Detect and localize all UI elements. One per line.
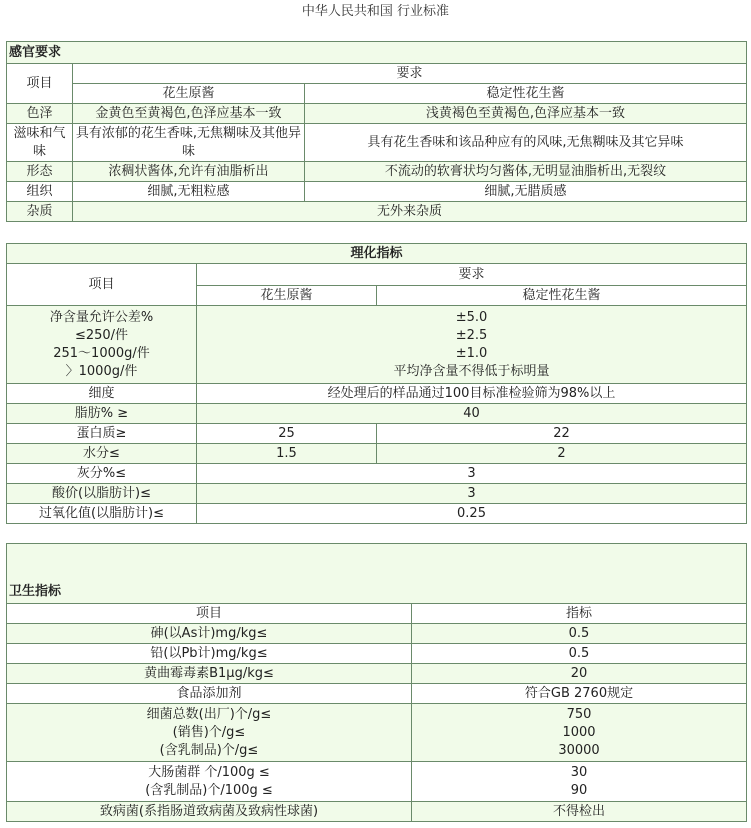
table-row [7, 704, 747, 762]
table-row [7, 684, 747, 704]
table-row [7, 124, 747, 162]
row-value-merged: 经处理后的样品通过100目标准检验筛为98%以上 [197, 384, 747, 404]
row-value-a: 金黄色至黄褐色,色泽应基本一致 [73, 104, 305, 124]
table-row [7, 762, 747, 802]
coliform-value: 90 [570, 782, 588, 798]
net-value: ±5.0 [455, 309, 488, 325]
net-content-items [7, 306, 197, 384]
row-item: 黄曲霉毒素B1μg/kg≤ [7, 664, 412, 684]
row-value-a: 1.5 [197, 444, 377, 464]
row-item: 杂质 [7, 202, 73, 222]
row-value-merged: 3 [197, 484, 747, 504]
sensory-table [6, 41, 747, 222]
table-row [7, 464, 747, 484]
net-item: ≤250/件 [74, 327, 129, 343]
bacteria-item: 细菌总数(出厂)个/g≤ [146, 706, 272, 722]
row-item: 砷(以As计)mg/kg≤ [7, 624, 412, 644]
row-value-b: 浅黄褐色至黄褐色,色泽应基本一致 [305, 104, 747, 124]
sensory-col-a: 花生原酱 [73, 84, 305, 104]
row-value: 符合GB 2760规定 [412, 684, 747, 704]
row-value-b: 2 [377, 444, 747, 464]
table-row [7, 664, 747, 684]
sensory-req-header: 要求 [73, 64, 747, 84]
row-item: 脂肪% ≥ [7, 404, 197, 424]
row-item: 组织 [7, 182, 73, 202]
coliform-items [7, 762, 412, 802]
row-item: 蛋白质≥ [7, 424, 197, 444]
table-row [7, 644, 747, 664]
table-row [7, 162, 747, 182]
sensory-item-header: 项目 [7, 64, 73, 104]
table-row [7, 202, 747, 222]
table-row [7, 104, 747, 124]
table-row [7, 802, 747, 822]
physchem-table [6, 243, 747, 524]
bacteria-values [412, 704, 747, 762]
bacteria-item: (含乳制品)个/g≤ [159, 742, 259, 758]
row-item: 过氧化值(以脂肪计)≤ [7, 504, 197, 524]
row-value-b: 细腻,无腊质感 [305, 182, 747, 202]
row-item: 细度 [7, 384, 197, 404]
table-row [7, 384, 747, 404]
row-value: 0.5 [412, 644, 747, 664]
row-value-b: 具有花生香味和该品种应有的风味,无焦糊味及其它异味 [305, 124, 747, 162]
row-value-b: 22 [377, 424, 747, 444]
table-row [7, 444, 747, 464]
table-row [7, 424, 747, 444]
hygiene-index-header: 指标 [412, 604, 747, 624]
physchem-item-header: 项目 [7, 264, 197, 306]
page-header: 中华人民共和国 行业标准 [301, 4, 450, 19]
row-value-b: 不流动的软膏状均匀酱体,无明显油脂析出,无裂纹 [305, 162, 747, 182]
row-value: 0.5 [412, 624, 747, 644]
net-value: 平均净含量不得低于标明量 [393, 363, 550, 379]
net-value: ±2.5 [455, 327, 488, 343]
row-item: 铅(以Pb计)mg/kg≤ [7, 644, 412, 664]
row-item: 滋味和气味 [7, 124, 73, 162]
sensory-title: 感官要求 [7, 42, 747, 64]
physchem-col-b: 稳定性花生酱 [377, 286, 747, 306]
row-value-merged: 40 [197, 404, 747, 424]
hygiene-table [6, 543, 747, 822]
net-item: 251～1000g/件 [53, 345, 150, 361]
row-item: 形态 [7, 162, 73, 182]
coliform-values [412, 762, 747, 802]
row-value-merged: 0.25 [197, 504, 747, 524]
physchem-title: 理化指标 [7, 244, 747, 264]
row-item: 水分≤ [7, 444, 197, 464]
row-item: 灰分%≤ [7, 464, 197, 484]
bacteria-value: 750 [566, 706, 592, 722]
hygiene-title: 卫生指标 [7, 544, 747, 604]
net-item: 〉1000g/件 [65, 363, 138, 379]
physchem-req-header: 要求 [197, 264, 747, 286]
row-value-merged: 无外来杂质 [73, 202, 747, 222]
row-value-a: 细腻,无粗粒感 [73, 182, 305, 202]
bacteria-value: 1000 [562, 724, 596, 740]
row-item: 致病菌(系指肠道致病菌及致病性球菌) [7, 802, 412, 822]
row-value: 不得检出 [412, 802, 747, 822]
row-value: 20 [412, 664, 747, 684]
row-value-a: 浓稠状酱体,允许有油脂析出 [73, 162, 305, 182]
row-item: 色泽 [7, 104, 73, 124]
coliform-item: 大肠菌群 个/100g ≤ [148, 764, 270, 780]
row-item: 食品添加剂 [7, 684, 412, 704]
physchem-col-a: 花生原酱 [197, 286, 377, 306]
table-row [7, 306, 747, 384]
row-value-merged: 3 [197, 464, 747, 484]
sensory-col-b: 稳定性花生酱 [305, 84, 747, 104]
row-value-a: 具有浓郁的花生香味,无焦糊味及其他异味 [73, 124, 305, 162]
table-row [7, 182, 747, 202]
coliform-value: 30 [570, 764, 588, 780]
table-row [7, 404, 747, 424]
net-value: ±1.0 [455, 345, 488, 361]
row-value-a: 25 [197, 424, 377, 444]
net-item: 净含量允许公差% [49, 309, 154, 325]
bacteria-value: 30000 [558, 742, 600, 758]
hygiene-item-header: 项目 [7, 604, 412, 624]
row-item: 酸价(以脂肪计)≤ [7, 484, 197, 504]
table-row [7, 624, 747, 644]
coliform-item: (含乳制品)个/100g ≤ [145, 782, 273, 798]
bacteria-item: (销售)个/g≤ [172, 724, 246, 740]
net-content-values [197, 306, 747, 384]
bacteria-items [7, 704, 412, 762]
table-row [7, 504, 747, 524]
table-row [7, 484, 747, 504]
